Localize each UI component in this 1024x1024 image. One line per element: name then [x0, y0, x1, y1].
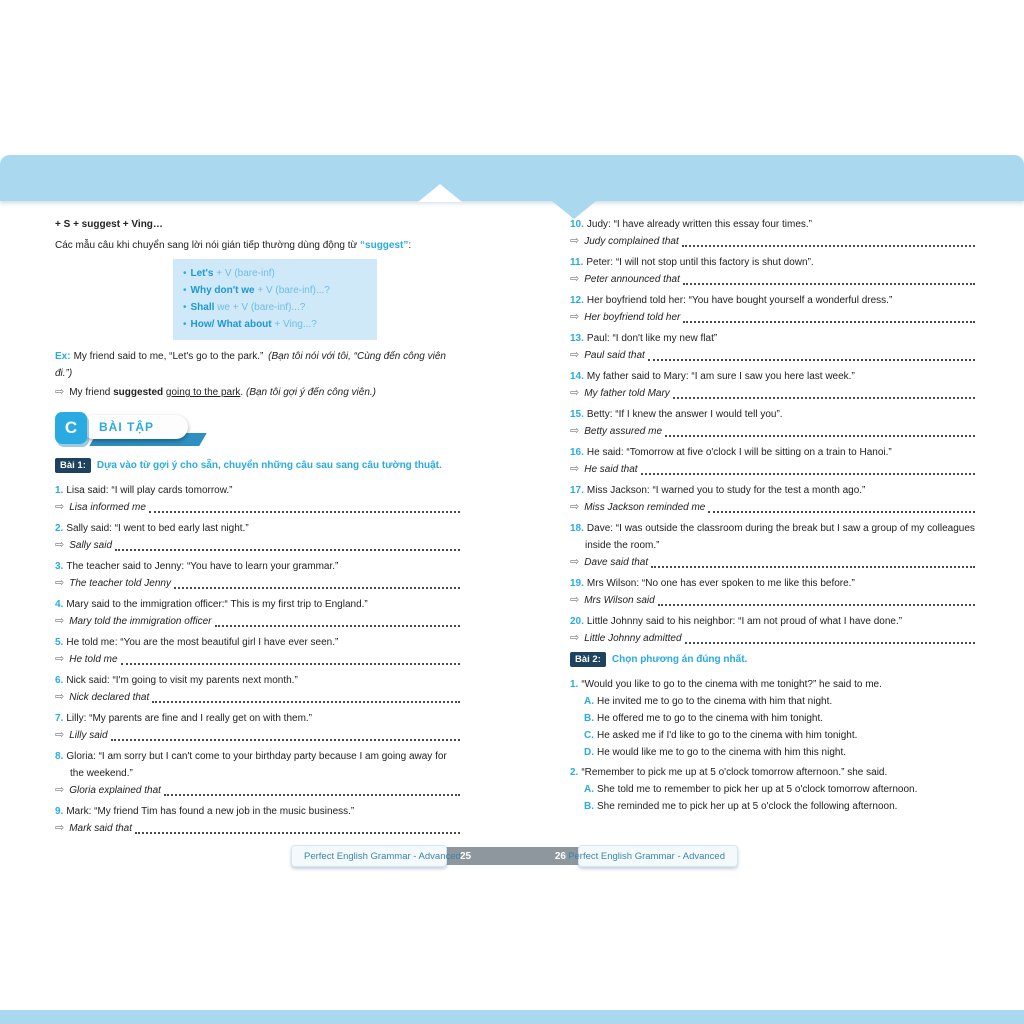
exercise-item [570, 406, 976, 440]
answer-line [55, 820, 461, 837]
pattern-rest: + Ving...? [271, 319, 317, 330]
answer-line [55, 651, 461, 668]
pattern-line [183, 299, 369, 316]
arrow-icon: ⇨ [570, 632, 580, 644]
exercise-item [55, 520, 461, 554]
answer-line [570, 347, 976, 364]
dots-leader [658, 604, 975, 606]
answer-verb: suggested [113, 387, 166, 398]
exercise-item [570, 292, 976, 326]
answer-cue: Mary told the immigration officer [69, 616, 212, 627]
arrow-icon: ⇨ [55, 615, 65, 627]
option-letter: A. [584, 784, 594, 795]
arrow-icon: ⇨ [55, 539, 65, 551]
band-notch-white [418, 184, 462, 202]
item-number: 1. [55, 485, 64, 496]
section-letter-badge: C [55, 412, 87, 444]
example-en: My friend said to me, “Let's go to the park.” [73, 351, 267, 362]
item-number: 19. [570, 578, 584, 589]
pattern-verb: Shall [190, 302, 215, 313]
answer-line [55, 689, 461, 706]
answer-cue: The teacher told Jenny [69, 578, 171, 589]
answer-line [55, 499, 461, 516]
option-text: He offered me to go to the cinema with him tonight. [597, 713, 824, 724]
item-number: 1. [570, 679, 579, 690]
section-title-pill [82, 415, 188, 439]
question-line [570, 406, 976, 423]
question-text: Gloria: “I am sorry but I can't come to your birthday party because I am going away for the weekend.” [66, 751, 447, 779]
option-text: He invited me to go to the cinema with him that night. [597, 696, 833, 707]
pattern-line [183, 265, 369, 282]
dots-leader [164, 794, 460, 796]
pattern-verb: Let's [190, 268, 214, 279]
dots-leader [641, 473, 975, 475]
intro-pre: Các mẫu câu khi chuyển sang lời nói gián tiếp thường dùng động từ [55, 240, 361, 251]
answer-line [55, 613, 461, 630]
item-number: 13. [570, 333, 584, 344]
bullet-icon: • [183, 302, 187, 313]
answer-cue: Peter announced that [584, 274, 680, 285]
bai1-items-left [55, 482, 461, 837]
answer-line [570, 309, 976, 326]
option-letter: D. [584, 747, 594, 758]
section-c-header [55, 409, 461, 453]
question-line [570, 444, 976, 461]
question-line [570, 613, 976, 630]
question-line [570, 520, 976, 554]
question-text: He told me: “You are the most beautiful girl I have ever seen.” [66, 637, 339, 648]
answer-line [55, 782, 461, 799]
answer-line [570, 233, 976, 250]
answer-cue: Lisa informed me [69, 502, 146, 513]
dots-leader [708, 511, 975, 513]
question-text: Little Johnny said to his neighbor: “I am not proud of what I have done.” [586, 616, 903, 627]
option-letter: B. [584, 713, 594, 724]
arrow-icon: ⇨ [570, 501, 580, 513]
question-text: “Remember to pick me up at 5 o'clock tomorrow afternoon.” she said. [581, 767, 888, 778]
intro-text [55, 237, 461, 254]
option-text: She told me to remember to pick her up at 5 o'clock tomorrow afternoon. [597, 784, 918, 795]
arrow-icon: ⇨ [55, 822, 65, 834]
left-page [55, 216, 461, 841]
answer-cue: Nick declared that [69, 692, 150, 703]
question-line [570, 575, 976, 592]
bai1-header [55, 457, 461, 474]
arrow-icon: ⇨ [55, 386, 65, 398]
suggest-patterns-box [173, 259, 377, 340]
item-number: 5. [55, 637, 64, 648]
option-letter: A. [584, 696, 594, 707]
arrow-icon: ⇨ [55, 691, 65, 703]
answer-gerund: going to the park [165, 387, 241, 398]
mc-option [570, 744, 976, 761]
question-line [570, 368, 976, 385]
exercise-item [55, 596, 461, 630]
question-text: Mark: “My friend Tim has found a new job in the music business.” [66, 806, 355, 817]
arrow-icon: ⇨ [570, 349, 580, 361]
item-number: 8. [55, 751, 64, 762]
dots-leader [115, 549, 460, 551]
exercise-item [570, 613, 976, 647]
bullet-icon: • [183, 285, 187, 296]
top-decorative-band [0, 155, 1024, 201]
option-text: He asked me if I'd like to go to the cinema with him tonight. [597, 730, 858, 741]
example-answer-line [55, 384, 461, 401]
bullet-icon: • [183, 319, 187, 330]
item-number: 2. [570, 767, 579, 778]
arrow-icon: ⇨ [55, 501, 65, 513]
arrow-icon: ⇨ [570, 594, 580, 606]
answer-cue: Her boyfriend told her [584, 312, 681, 323]
answer-cue: Mark said that [69, 823, 133, 834]
arrow-icon: ⇨ [570, 425, 580, 437]
question-text: Mary said to the immigration officer:“ This is my first trip to England.” [66, 599, 368, 610]
answer-line [570, 499, 976, 516]
pattern-rest: + V (bare-inf) [213, 268, 275, 279]
question-line [55, 672, 461, 689]
question-text: Nick said: “I'm going to visit my parents next month.” [66, 675, 298, 686]
item-number: 11. [570, 257, 584, 268]
mc-option [570, 727, 976, 744]
answer-line [570, 592, 976, 609]
option-letter: B. [584, 801, 594, 812]
question-line [570, 254, 976, 271]
question-line [55, 596, 461, 613]
item-number: 20. [570, 616, 584, 627]
question-line [570, 216, 976, 233]
answer-cue: Lilly said [69, 730, 108, 741]
dots-leader [135, 832, 460, 834]
dots-leader [174, 587, 460, 589]
question-text: Betty: “If I knew the answer I would tell you”. [586, 409, 783, 420]
answer-line [570, 630, 976, 647]
answer-line [55, 727, 461, 744]
item-number: 17. [570, 485, 584, 496]
answer-dot: . [240, 387, 246, 398]
question-line [55, 710, 461, 727]
dots-leader [149, 511, 460, 513]
dots-leader [682, 245, 975, 247]
question-text: “Would you like to go to the cinema with me tonight?” he said to me. [581, 679, 882, 690]
dots-leader [651, 566, 975, 568]
page-number-bar [443, 847, 583, 865]
section-title: BÀI TẬP [99, 420, 154, 434]
question-text: He said: “Tomorrow at five o'clock I will be sitting on a train to Hanoi.” [586, 447, 892, 458]
answer-line [55, 575, 461, 592]
question-text: Her boyfriend told her: “You have bought yourself a wonderful dress.” [586, 295, 893, 306]
answer-cue: He said that [584, 464, 638, 475]
answer-cue: My father told Mary [584, 388, 670, 399]
question-text: My father said to Mary: “I am sure I saw you here last week.” [586, 371, 855, 382]
exercise-item [570, 368, 976, 402]
dots-leader [665, 435, 975, 437]
item-number: 12. [570, 295, 584, 306]
item-number: 6. [55, 675, 64, 686]
option-text: She reminded me to pick her up at 5 o'clock the following afternoon. [597, 801, 898, 812]
answer-vi: (Bạn tôi gợi ý đến công viên.) [245, 387, 376, 398]
exercise-item [570, 216, 976, 250]
bullet-icon: • [183, 268, 187, 279]
example-vi: (Bạn tôi nói với tôi, “Cùng đến công viên đi.”) [55, 351, 446, 379]
mc-option [570, 693, 976, 710]
exercise-item [55, 482, 461, 516]
question-line [55, 803, 461, 820]
item-number: 4. [55, 599, 64, 610]
pattern-line [183, 282, 369, 299]
exercise-item [55, 710, 461, 744]
right-page [570, 216, 976, 815]
pattern-line [183, 316, 369, 333]
question-text: Peter: “I will not stop until this factory is shut down”. [586, 257, 814, 268]
footer-title-right-text: Perfect English Grammar - Advanced [568, 850, 725, 862]
bai2-header [570, 651, 976, 668]
bai2-instruction: Chọn phương án đúng nhất. [611, 654, 748, 665]
dots-leader [111, 739, 460, 741]
dots-leader [683, 283, 975, 285]
bottom-decorative-strip [0, 1010, 1024, 1024]
question-line [55, 482, 461, 499]
bai1-instruction: Dựa vào từ gợi ý cho sẵn, chuyển những câu sau sang câu tường thuật. [96, 460, 442, 471]
exercise-item [570, 444, 976, 478]
answer-cue: Judy complained that [584, 236, 679, 247]
question-line [55, 634, 461, 651]
item-number: 16. [570, 447, 584, 458]
pattern-rest: we + V (bare-inf)...? [214, 302, 306, 313]
intro-term: “suggest” [360, 240, 409, 251]
answer-cue: Gloria explained that [69, 785, 161, 796]
answer-line [570, 554, 976, 571]
exercise-item [570, 482, 976, 516]
arrow-icon: ⇨ [570, 235, 580, 247]
question-text: The teacher said to Jenny: “You have to learn your grammar.” [66, 561, 339, 572]
answer-cue: Little Johnny admitted [584, 633, 682, 644]
arrow-icon: ⇨ [570, 273, 580, 285]
arrow-icon: ⇨ [570, 556, 580, 568]
question-line [570, 292, 976, 309]
item-number: 10. [570, 219, 584, 230]
arrow-icon: ⇨ [55, 729, 65, 741]
mc-question [570, 676, 976, 693]
answer-line [570, 461, 976, 478]
arrow-icon: ⇨ [55, 653, 65, 665]
question-text: Judy: “I have already written this essay four times.” [586, 219, 812, 230]
question-text: Lisa said: “I will play cards tomorrow.” [66, 485, 233, 496]
mc-question [570, 764, 976, 781]
question-text: Mrs Wilson: “No one has ever spoken to me like this before.” [586, 578, 855, 589]
footer-title-left [291, 845, 461, 867]
item-number: 14. [570, 371, 584, 382]
pattern-verb: Why don't we [190, 285, 255, 296]
intro-post: : [408, 240, 412, 251]
option-text: He would like me to go to the cinema with him this night. [597, 747, 847, 758]
suggest-formula-heading: + S + suggest + Ving… [55, 219, 163, 230]
dots-leader [683, 321, 975, 323]
question-line [570, 330, 976, 347]
mc-option [570, 710, 976, 727]
page-footer [0, 845, 1024, 869]
item-number: 7. [55, 713, 64, 724]
exercise-item [570, 330, 976, 364]
item-number: 18. [570, 523, 584, 534]
page-number-right: 26 [554, 850, 566, 862]
dots-leader [673, 397, 975, 399]
exercise-item [55, 672, 461, 706]
question-text: Sally said: “I went to bed early last night.” [66, 523, 249, 534]
question-text: Miss Jackson: “I warned you to study for the test a month ago.” [586, 485, 866, 496]
exercise-item [55, 803, 461, 837]
dots-leader [648, 359, 975, 361]
arrow-icon: ⇨ [55, 784, 65, 796]
option-letter: C. [584, 730, 594, 741]
item-number: 15. [570, 409, 584, 420]
item-number: 9. [55, 806, 64, 817]
dots-leader [685, 642, 976, 644]
bai1-items-right [570, 216, 976, 647]
bai2-badge: Bài 2: [570, 652, 606, 667]
exercise-item [55, 748, 461, 799]
answer-cue: Miss Jackson reminded me [584, 502, 706, 513]
example-label: Ex: [55, 351, 71, 362]
answer-cue: Sally said [69, 540, 113, 551]
answer-pre: My friend [69, 387, 114, 398]
answer-line [570, 423, 976, 440]
dots-leader [152, 701, 460, 703]
pattern-verb: How/ What about [190, 319, 272, 330]
exercise-item [55, 558, 461, 592]
footer-title-left-text: Perfect English Grammar - Advanced [304, 850, 461, 862]
footer-title-right [568, 845, 738, 867]
mc-option [570, 798, 976, 815]
item-number: 2. [55, 523, 64, 534]
dots-leader [121, 663, 460, 665]
arrow-icon: ⇨ [570, 311, 580, 323]
question-text: Paul: “I don't like my new flat” [586, 333, 718, 344]
arrow-icon: ⇨ [55, 577, 65, 589]
bai1-badge: Bài 1: [55, 458, 91, 473]
exercise-item [55, 634, 461, 668]
answer-line [55, 537, 461, 554]
question-text: Lilly: “My parents are fine and I really get on with them.” [66, 713, 313, 724]
exercise-item [570, 520, 976, 571]
answer-cue: Dave said that [584, 557, 649, 568]
bai2-questions [570, 676, 976, 815]
arrow-icon: ⇨ [570, 387, 580, 399]
answer-cue: Paul said that [584, 350, 645, 361]
example-line [55, 348, 461, 382]
question-line [55, 558, 461, 575]
answer-cue: Mrs Wilson said [584, 595, 655, 606]
answer-line [570, 271, 976, 288]
page-number-left: 25 [460, 850, 472, 862]
question-line [55, 520, 461, 537]
pattern-rest: + V (bare-inf)...? [254, 285, 330, 296]
arrow-icon: ⇨ [570, 463, 580, 475]
question-line [570, 482, 976, 499]
mc-option [570, 781, 976, 798]
answer-cue: Betty assured me [584, 426, 663, 437]
question-text: Dave: “I was outside the classroom during the break but I saw a group of my colleagues inside the room.” [585, 523, 975, 551]
answer-cue: He told me [69, 654, 118, 665]
question-line [55, 748, 461, 782]
exercise-item [570, 575, 976, 609]
answer-line [570, 385, 976, 402]
exercise-item [570, 254, 976, 288]
dots-leader [215, 625, 461, 627]
item-number: 3. [55, 561, 64, 572]
